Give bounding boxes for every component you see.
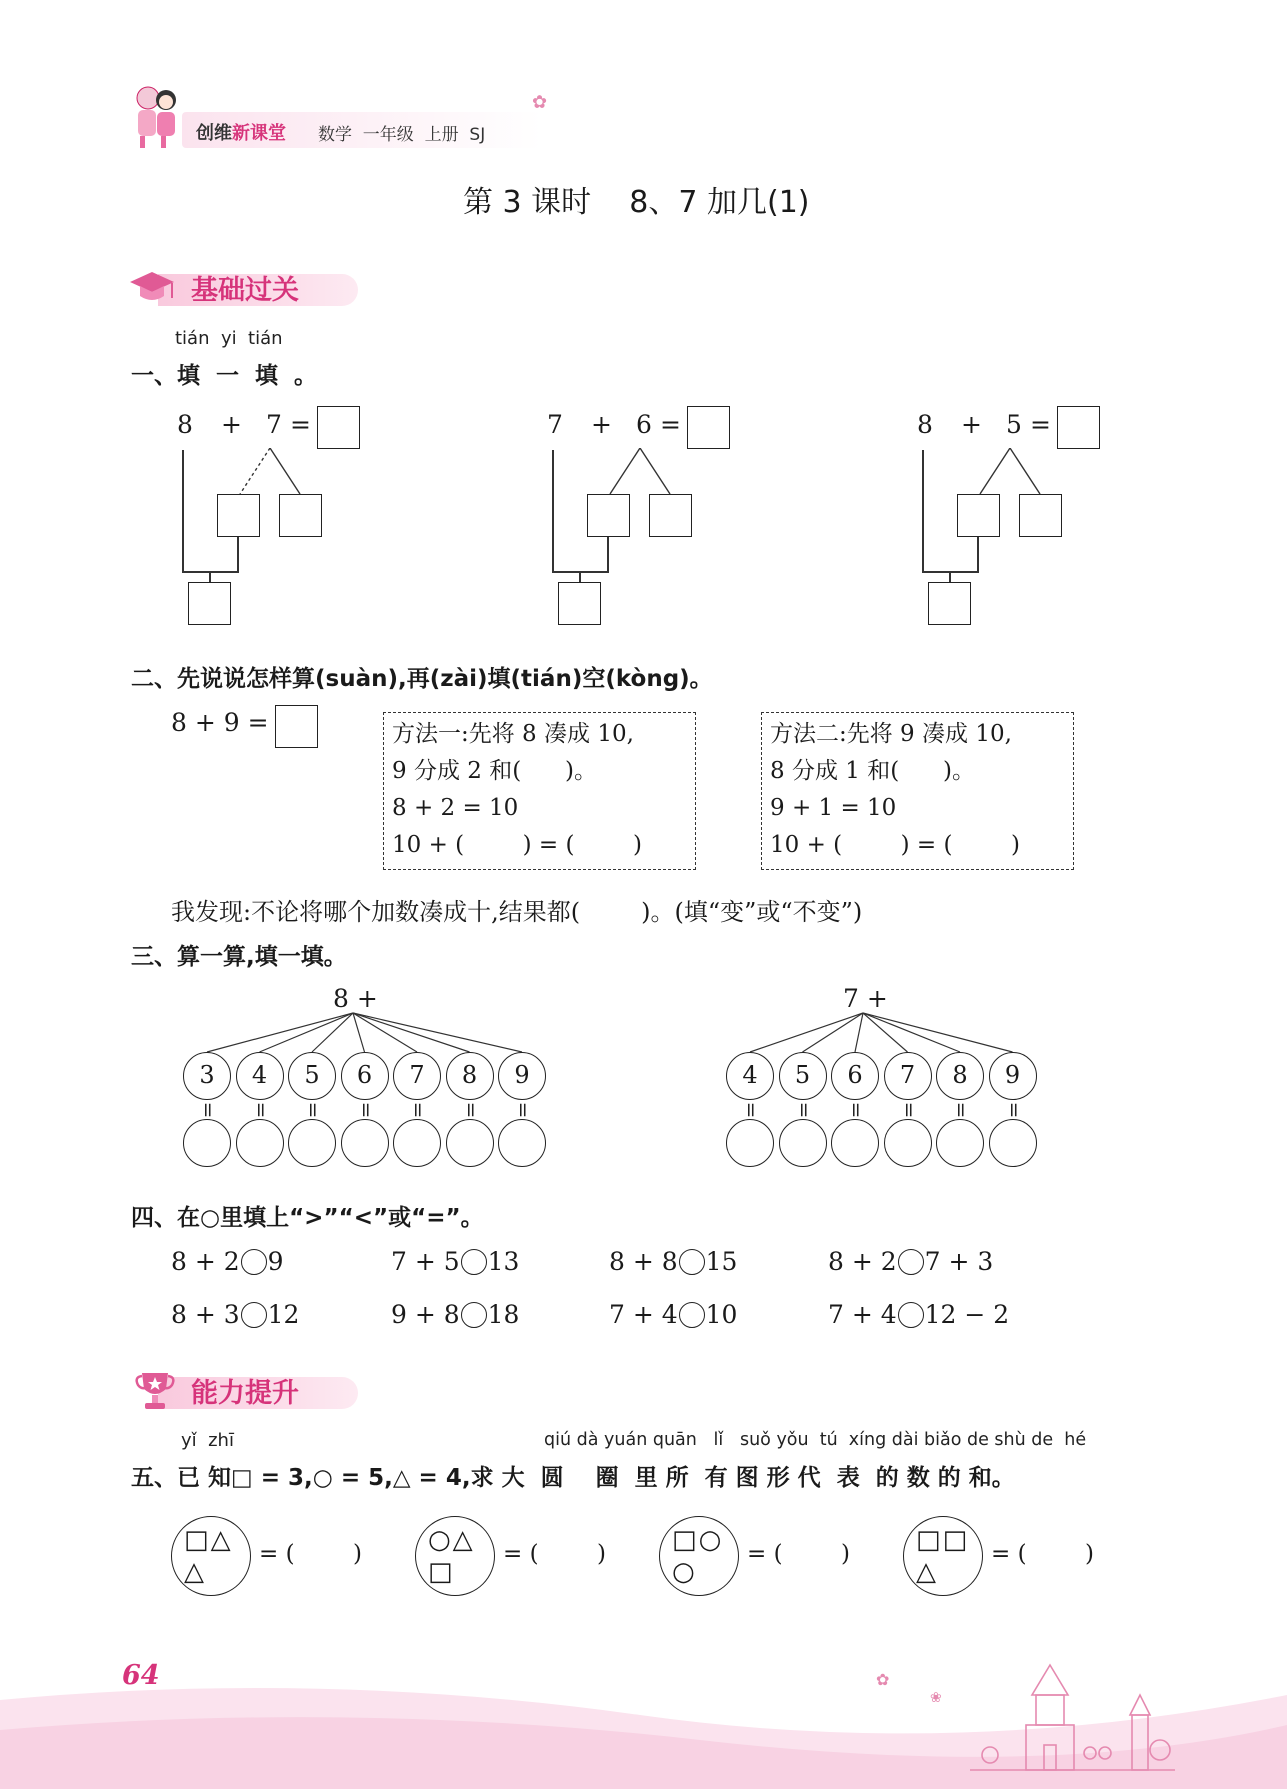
q4-comparison	[609, 1300, 737, 1329]
banner-ability	[128, 1367, 358, 1413]
q3-right-equals-mark: =	[1001, 1101, 1026, 1119]
q4-title: 四、在○里填上“>”“<”或“=”。	[131, 1205, 484, 1231]
q3-right-equals-mark: =	[896, 1101, 921, 1119]
q4-right-expr: 18	[487, 1300, 520, 1329]
method-one-line: 10 + ( ) = ( )	[392, 832, 642, 858]
footer-castle-illustration	[960, 1655, 1180, 1785]
q3-right-number-circle: 5	[779, 1052, 827, 1100]
q1-equals-sign: =	[660, 410, 681, 439]
q1-addend-a: 8	[917, 410, 933, 439]
q3-left-equals-mark: =	[196, 1101, 221, 1119]
q3-right-equals-mark: =	[739, 1101, 764, 1119]
q3-right-number-circle: 4	[726, 1052, 774, 1100]
lesson-title: 第 3 课时 8、7 加几(1)	[463, 185, 810, 220]
q4-left-expr: 7 + 4	[828, 1300, 897, 1329]
q3-left-answer-circle[interactable]	[288, 1119, 336, 1167]
page-number: 64	[122, 1660, 160, 1691]
q4-left-expr: 9 + 8	[391, 1300, 460, 1329]
q3-left-answer-circle[interactable]	[341, 1119, 389, 1167]
q3-left-equals-mark: =	[248, 1101, 273, 1119]
q4-compare-circle[interactable]	[461, 1249, 487, 1275]
q3-left-equals-mark: =	[353, 1101, 378, 1119]
q3-title: 三、算一算,填一填。	[131, 944, 347, 970]
brand-part-b: 新课堂	[232, 123, 286, 144]
q4-right-expr: 13	[487, 1247, 520, 1276]
q5-answer-blank[interactable]: = ( )	[259, 1541, 363, 1567]
q3-left-answer-circle[interactable]	[446, 1119, 494, 1167]
q4-compare-circle[interactable]	[679, 1302, 705, 1328]
q5-shapes-bottom: ○	[672, 1557, 695, 1587]
q5-answer-blank[interactable]: = ( )	[991, 1541, 1095, 1567]
q3-right-label: 7 +	[843, 984, 888, 1013]
q3-right-answer-circle[interactable]	[884, 1119, 932, 1167]
q1-equals-sign: =	[290, 410, 311, 439]
q3-right-number-circle: 6	[831, 1052, 879, 1100]
footer-flower-icon: ❀	[930, 1690, 942, 1706]
q4-comparison	[171, 1247, 284, 1276]
brand-part-a: 创维	[196, 123, 232, 144]
q2-title: 二、先说说怎样算(suàn),再(zài)填(tián)空(kòng)。	[131, 666, 713, 692]
q4-comparison	[609, 1247, 737, 1276]
q4-left-expr: 8 + 8	[609, 1247, 678, 1276]
method-two-line: 8 分成 1 和( )。	[770, 758, 976, 784]
q3-right-equals-mark: =	[949, 1101, 974, 1119]
q4-comparison	[391, 1300, 519, 1329]
q4-compare-circle[interactable]	[241, 1302, 267, 1328]
q4-comparison	[828, 1247, 993, 1276]
banner-ability-label: 能力提升	[191, 1378, 299, 1409]
method-one-line: 9 分成 2 和( )。	[392, 758, 598, 784]
q5-shapes-bottom: □	[428, 1557, 453, 1587]
q4-right-expr: 7 + 3	[924, 1247, 994, 1276]
q3-left-equals-mark: =	[458, 1101, 483, 1119]
q4-comparison	[828, 1300, 1009, 1329]
q4-right-expr: 12	[267, 1300, 300, 1329]
q3-left-answer-circle[interactable]	[236, 1119, 284, 1167]
q4-left-expr: 8 + 2	[171, 1247, 240, 1276]
q3-left-answer-circle[interactable]	[393, 1119, 441, 1167]
q3-right-answer-circle[interactable]	[779, 1119, 827, 1167]
header-flower-icon: ✿	[532, 92, 548, 113]
q1-plus-sign: +	[591, 410, 612, 439]
q4-comparison	[171, 1300, 299, 1329]
q5-pinyin-b: qiú dà yuán quān lǐ suǒ yǒu tú xíng dài biǎo de shù de hé	[544, 1430, 1087, 1450]
banner-basic-label: 基础过关	[191, 275, 299, 306]
q3-left-number-circle: 4	[236, 1052, 284, 1100]
q3-right-answer-circle[interactable]	[936, 1119, 984, 1167]
q4-right-expr: 12 − 2	[924, 1300, 1010, 1329]
method-one-line: 8 + 2 = 10	[392, 795, 519, 821]
q5-shapes-top: □○	[672, 1525, 724, 1555]
q3-left-number-circle: 9	[498, 1052, 546, 1100]
q3-left-answer-circle[interactable]	[183, 1119, 231, 1167]
q4-compare-circle[interactable]	[679, 1249, 705, 1275]
q5-shapes-top: □□	[916, 1525, 970, 1555]
q1-title: 一、填 一 填 。	[131, 363, 318, 389]
q4-comparison	[391, 1247, 519, 1276]
q1-plus-sign: +	[221, 410, 242, 439]
q3-left-equals-mark: =	[406, 1101, 431, 1119]
q5-big-circle	[903, 1516, 983, 1596]
q3-right-equals-mark: =	[791, 1101, 816, 1119]
trophy-icon	[134, 1369, 176, 1413]
q3-right-answer-circle[interactable]	[726, 1119, 774, 1167]
q1-plus-sign: +	[961, 410, 982, 439]
q3-left-number-circle: 6	[341, 1052, 389, 1100]
q5-title: 五、已 知□ = 3,○ = 5,△ = 4,求 大 圆 圈 里 所 有 图 形 代 表 的 数 的 和。	[131, 1465, 1015, 1491]
q5-shapes-bottom: △	[184, 1557, 204, 1587]
q3-left-number-circle: 5	[288, 1052, 336, 1100]
q1-addend-a: 7	[547, 410, 563, 439]
q4-left-expr: 8 + 3	[171, 1300, 240, 1329]
q4-compare-circle[interactable]	[461, 1302, 487, 1328]
q5-big-circle	[415, 1516, 495, 1596]
method-two-line: 9 + 1 = 10	[770, 795, 897, 821]
q5-shapes-top: □△	[184, 1525, 233, 1555]
q3-left-equals-mark: =	[301, 1101, 326, 1119]
q3-right-equals-mark: =	[844, 1101, 869, 1119]
q4-right-expr: 9	[267, 1247, 284, 1276]
footer-flower-icon: ✿	[876, 1670, 890, 1689]
q3-left-label: 8 +	[333, 984, 378, 1013]
q4-left-expr: 7 + 5	[391, 1247, 460, 1276]
q5-shapes-bottom: △	[916, 1557, 936, 1587]
q1-pinyin: tián yi tián	[175, 328, 283, 349]
q3-right-number-circle: 7	[884, 1052, 932, 1100]
q4-compare-circle[interactable]	[898, 1302, 924, 1328]
q4-left-expr: 8 + 2	[828, 1247, 897, 1276]
q5-shapes-top: ○△	[428, 1525, 475, 1555]
q3-right-answer-circle[interactable]	[989, 1119, 1037, 1167]
q3-left-answer-circle[interactable]	[498, 1119, 546, 1167]
q4-compare-circle[interactable]	[241, 1249, 267, 1275]
q5-big-circle	[659, 1516, 739, 1596]
q5-answer-blank[interactable]: = ( )	[747, 1541, 851, 1567]
q1-addend-b: 6	[636, 410, 652, 439]
q3-left-number-circle: 8	[446, 1052, 494, 1100]
q5-pinyin-a: yǐ zhī	[181, 1430, 234, 1451]
q4-compare-circle[interactable]	[898, 1249, 924, 1275]
q3-right-number-circle: 8	[936, 1052, 984, 1100]
method-two-line: 10 + ( ) = ( )	[770, 832, 1020, 858]
header-subject: 数学 一年级 上册 SJ	[318, 125, 486, 145]
q3-left-number-circle: 7	[393, 1052, 441, 1100]
q3-right-answer-circle[interactable]	[831, 1119, 879, 1167]
q5-answer-blank[interactable]: = ( )	[503, 1541, 607, 1567]
q1-addend-a: 8	[177, 410, 193, 439]
q2-left-equation: 8 + 9 =	[171, 708, 269, 737]
q3-left-number-circle: 3	[183, 1052, 231, 1100]
q1-addend-b: 7	[266, 410, 282, 439]
q4-right-expr: 15	[705, 1247, 738, 1276]
q4-left-expr: 7 + 4	[609, 1300, 678, 1329]
q3-left-equals-mark: =	[511, 1101, 536, 1119]
q4-right-expr: 10	[705, 1300, 738, 1329]
q1-equals-sign: =	[1030, 410, 1051, 439]
method-two-line: 方法二:先将 9 凑成 10,	[770, 721, 1012, 747]
q2-discovery: 我发现:不论将哪个加数凑成十,结果都( )。(填“变”或“不变”)	[171, 898, 863, 926]
q5-big-circle	[171, 1516, 251, 1596]
method-one-line: 方法一:先将 8 凑成 10,	[392, 721, 634, 747]
q1-addend-b: 5	[1006, 410, 1022, 439]
q3-right-number-circle: 9	[989, 1052, 1037, 1100]
